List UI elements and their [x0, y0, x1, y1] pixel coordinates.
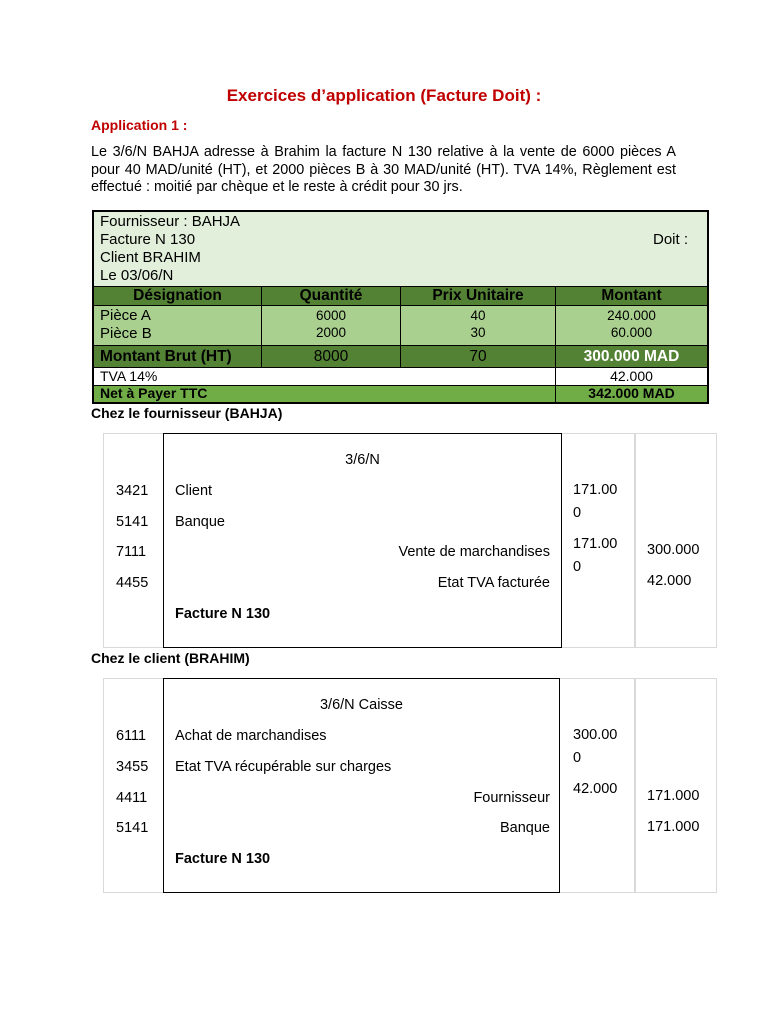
debit-amount-part: 42.000: [573, 781, 618, 797]
invoice-supplier: Fournisseur : BAHJA: [100, 213, 241, 230]
debit-label: Banque: [175, 514, 225, 530]
debit-amount-part: 300.00: [573, 727, 618, 743]
debit-amount-part: 171.00: [573, 482, 618, 498]
item-unit-price: 40: [470, 308, 486, 323]
debit-label: Etat TVA récupérable sur charges: [175, 759, 392, 775]
credit-label: Fournisseur: [473, 790, 550, 806]
debit-label: Client: [175, 483, 213, 499]
brut-label: Montant Brut (HT): [94, 346, 262, 368]
account-number: 5141: [116, 514, 149, 530]
invoice-header: [94, 212, 707, 287]
item-amount: 240.000: [607, 308, 656, 323]
invoice-table: [92, 210, 709, 404]
unit-price-cell: [401, 306, 556, 346]
debit-amount: [573, 724, 617, 770]
supplier-journal: [103, 433, 717, 648]
client-heading: Chez le client (BRAHIM): [91, 650, 250, 666]
brut-quantity: 8000: [262, 346, 401, 368]
brut-amount: 300.000 MAD: [556, 346, 707, 368]
supplier-heading: Chez le fournisseur (BAHJA): [91, 405, 283, 421]
invoice-client: Client BRAHIM: [100, 249, 201, 266]
account-number: 5141: [116, 820, 149, 836]
exercise-statement: Le 3/6/N BAHJA adresse à Brahim la facture N 130 relative à la vente de 6000 pièces A pour 40 MAD/unité (HT), et 2000 pièces B à 30 MAD/unité (HT). TVA 14%, Règlement est effectué : moitié par chèque et le reste à crédit pour 30 jrs.: [91, 144, 676, 195]
credit-column: [635, 433, 717, 648]
item-designation: Pièce B: [100, 325, 152, 342]
entry-reference: Facture N 130: [175, 606, 271, 622]
debit-amount-part: 0: [573, 559, 582, 575]
entry-reference: Facture N 130: [175, 851, 271, 867]
net-amount: 342.000 MAD: [556, 386, 707, 402]
credit-amount: 42.000: [647, 573, 692, 589]
quantity-cell: [262, 306, 401, 346]
debit-label: Achat de marchandises: [175, 728, 327, 744]
client-journal: [103, 678, 717, 893]
application-label: Application 1 :: [91, 117, 188, 133]
item-amount: 60.000: [610, 325, 653, 340]
account-number: 4411: [116, 790, 148, 806]
debit-amount: [573, 778, 617, 801]
account-number: 7111: [116, 544, 147, 560]
invoice-number: Facture N 130: [100, 231, 196, 248]
designation-cell: [94, 306, 262, 346]
credit-column: [635, 678, 717, 893]
credit-label: Vente de marchandises: [398, 544, 550, 560]
debit-amount-part: 0: [573, 505, 582, 521]
credit-label: Banque: [500, 820, 550, 836]
account-number: 4455: [116, 575, 149, 591]
debit-amount-part: 171.00: [573, 536, 618, 552]
debit-amount-part: 0: [573, 750, 582, 766]
amount-cell: [556, 306, 707, 346]
item-designation: Pièce A: [100, 307, 151, 324]
credit-amount: 300.000: [647, 542, 700, 558]
account-column: [103, 678, 163, 893]
net-label: Net à Payer TTC: [94, 386, 556, 402]
invoice-doit: Doit :: [653, 231, 689, 248]
credit-amount: 171.000: [647, 819, 700, 835]
credit-label: Etat TVA facturée: [437, 575, 550, 591]
account-number: 6111: [116, 728, 147, 744]
tva-label: TVA 14%: [94, 368, 556, 386]
account-number: 3455: [116, 759, 149, 775]
page-title: Exercices d’application (Facture Doit) :: [226, 86, 542, 105]
tva-amount: 42.000: [556, 368, 707, 386]
credit-amount: 171.000: [647, 788, 700, 804]
header-amount: Montant: [556, 287, 707, 306]
item-quantity: 2000: [315, 325, 347, 340]
invoice-date: Le 03/06/N: [100, 267, 174, 284]
item-unit-price: 30: [470, 325, 486, 340]
header-designation: Désignation: [94, 287, 262, 306]
debit-amount: [573, 479, 617, 525]
entry-date: 3/6/N: [345, 452, 380, 468]
debit-amount: [573, 533, 617, 579]
account-column: [103, 433, 163, 648]
item-quantity: 6000: [315, 308, 347, 323]
account-number: 3421: [116, 483, 149, 499]
entry-date: 3/6/N Caisse: [319, 697, 403, 713]
header-unit-price: Prix Unitaire: [401, 287, 556, 306]
header-quantity: Quantité: [262, 287, 401, 306]
brut-price: 70: [401, 346, 556, 368]
